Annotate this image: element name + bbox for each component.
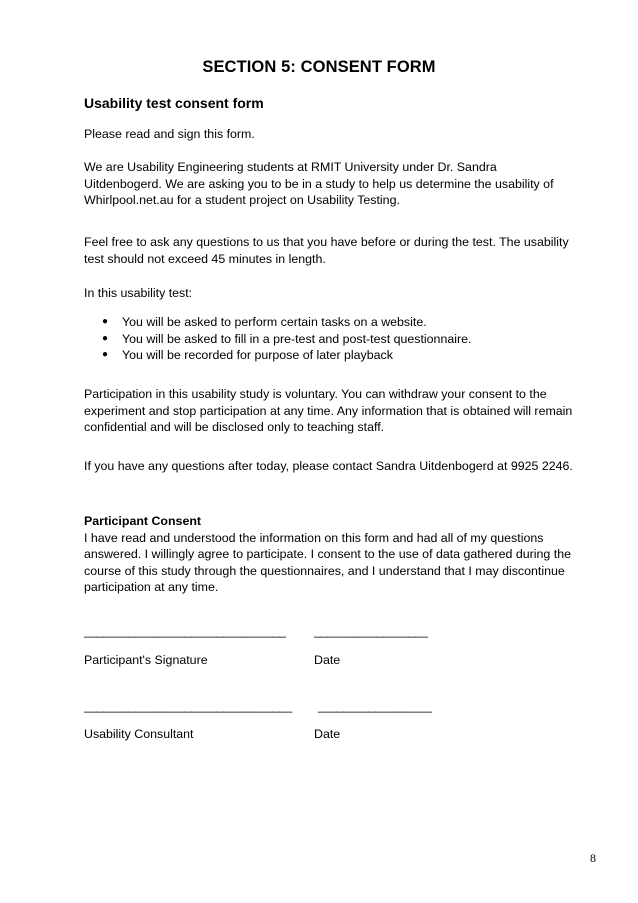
paragraph-line: Feel free to ask any questions to us that you have before or during the test. The usability [84, 235, 569, 249]
bullet-icon: ● [102, 332, 109, 344]
consent-heading: Participant Consent [84, 514, 202, 528]
paragraph-line: answered. I willingly agree to participate. I consent to the use of data gathered during the [84, 547, 571, 561]
bullet-icon: ● [102, 316, 109, 327]
test-conditions-list [102, 314, 471, 364]
list-item-text: You will be asked to fill in a pre-test and post-test questionnaire. [122, 331, 472, 346]
contact-paragraph [84, 458, 604, 475]
intro-text: Please read and sign this form. [84, 127, 255, 141]
list-item-text: You will be recorded for purpose of later playback [122, 348, 393, 362]
participant-signature-line: ________________________________ [84, 624, 286, 638]
contact-text: If you have any questions after today, please contact Sandra Uitdenbogerd at 9925 2246. [84, 459, 573, 473]
list-item [102, 314, 471, 331]
list-item-text: You will be asked to perform certain tasks on a website. [122, 315, 427, 329]
participant-signature-label: Participant's Signature [84, 653, 208, 667]
participant-date-line: __________________ [314, 624, 428, 638]
paragraph-line: We are Usability Engineering students at RMIT University under Dr. Sandra [84, 160, 497, 174]
consultant-label: Usability Consultant [84, 727, 194, 741]
list-item [102, 331, 471, 348]
paragraph-line: test should not exceed 45 minutes in length. [84, 251, 326, 266]
list-intro-text: In this usability test: [84, 286, 193, 300]
paragraph-line: course of this study through the questionnaires, and I understand that I may discontinue [84, 563, 565, 578]
paragraph-line: confidential and will be disclosed only to teaching staff. [84, 420, 385, 434]
paragraph-line: Uitdenbogerd. We are asking you to be in a study to help us determine the usability of [84, 176, 554, 191]
paragraph-line: I have read and understood the information on this form and had all of my questions [84, 530, 544, 545]
consultant-date-line: __________________ [318, 699, 432, 713]
form-subheading: Usability test consent form [84, 95, 264, 111]
voluntary-participation-paragraph [84, 386, 604, 436]
intro-paragraph [84, 126, 604, 143]
list-item [102, 347, 471, 364]
questions-paragraph [84, 234, 604, 267]
participant-consent-section [84, 513, 604, 596]
paragraph-line: experiment and stop participation at any time. Any information that is obtained will remain [84, 403, 573, 418]
bullet-icon: ● [102, 349, 109, 360]
consultant-signature-line: _________________________________ [84, 699, 292, 713]
page-number: 8 [590, 851, 596, 865]
participant-date-label: Date [314, 653, 341, 667]
study-description-paragraph [84, 159, 604, 209]
list-intro [84, 285, 604, 302]
paragraph-line: Participation in this usability study is voluntary. You can withdraw your consent to the [84, 387, 547, 401]
paragraph-line: participation at any time. [84, 580, 219, 594]
page-title: SECTION 5: CONSENT FORM [202, 58, 436, 76]
consultant-date-label: Date [314, 727, 341, 741]
paragraph-line: Whirlpool.net.au for a student project on Usability Testing. [84, 193, 400, 207]
